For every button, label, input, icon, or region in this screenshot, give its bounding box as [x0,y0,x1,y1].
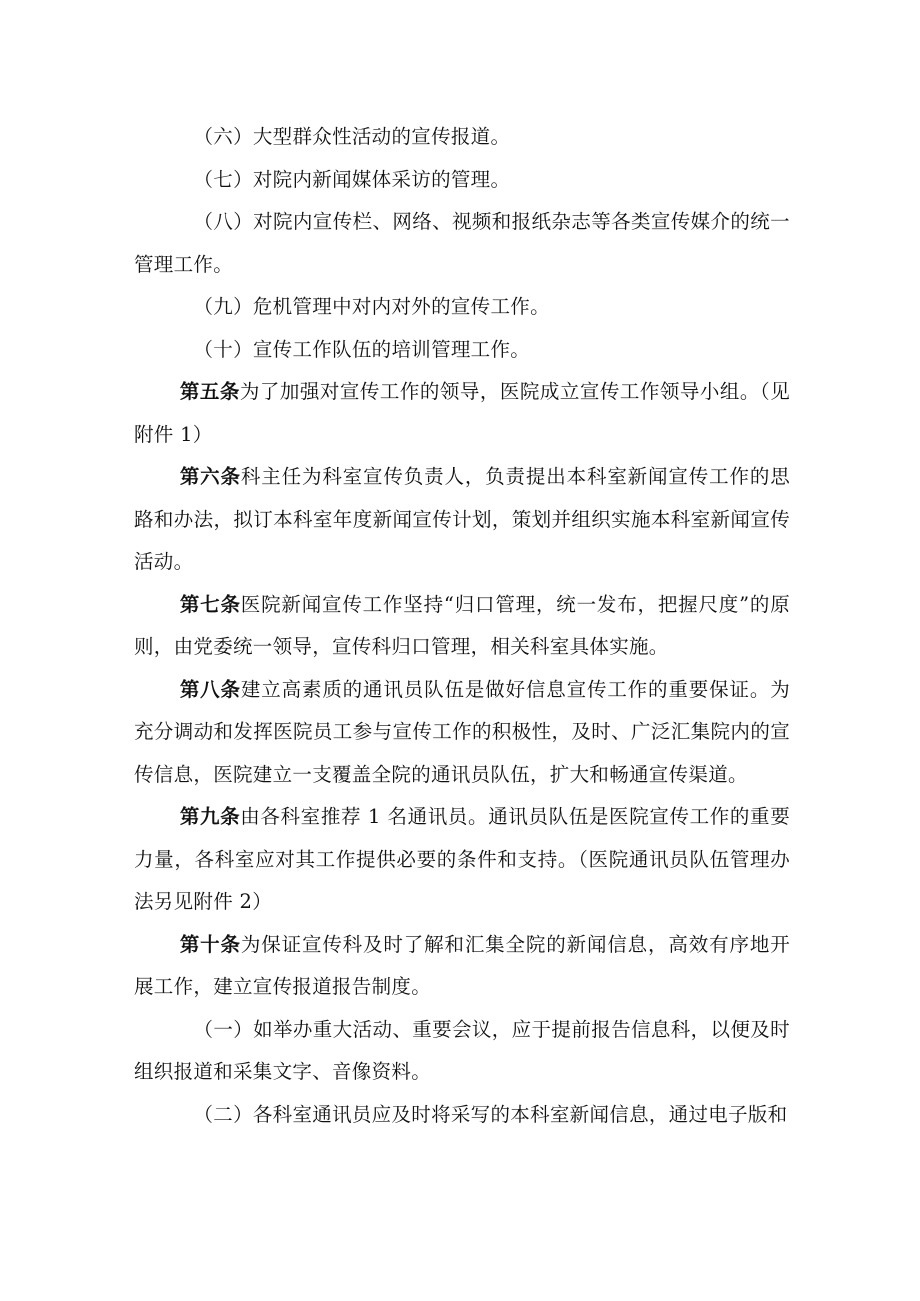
article-7 [134,584,790,669]
article-text: 为了加强对宣传工作的领导，医院成立宣传工作领导小组。（见附件 1） [134,380,790,446]
article-text: 科主任为科室宣传负责人，负责提出本科室新闻宣传工作的思路和办法，拟订本科室年度新闻宣传计划，策划并组织实施本科室新闻宣传活动。 [134,465,790,573]
list-item-8: （八）对院内宣传栏、网络、视频和报纸杂志等各类宣传媒介的统一管理工作。 [134,210,790,276]
article-text: 医院新闻宣传工作坚持“归口管理，统一发布，把握尺度”的原则，由党委统一领导，宣传科归口管理，相关科室具体实施。 [134,592,790,658]
article-6 [134,456,790,584]
article-9 [134,796,790,924]
article-5 [134,371,790,456]
article-text: 建立高素质的通讯员队伍是做好信息宣传工作的重要保证。为充分调动和发挥医院员工参与宣传工作的积极性，及时、广泛汇集院内的宣传信息，医院建立一支覆盖全院的通讯员队伍，扩大和畅通宣传渠道。 [134,677,790,786]
article-label: 第五条 [179,380,240,403]
article-10 [134,924,790,1009]
list-item-6: （六）大型群众性活动的宣传报道。 [193,125,511,148]
list-item-7: （七）对院内新闻媒体采访的管理。 [193,167,511,191]
article-label: 第七条 [179,592,241,616]
article-label: 第八条 [179,677,241,701]
article-8 [134,669,790,797]
article-label: 第九条 [179,805,241,828]
article-label: 第六条 [179,465,241,488]
sub-item-1: （一）如举办重大活动、重要会议，应于提前报告信息科，以便及时组织报道和采集文字、音像资料。 [134,1017,790,1083]
document-body [134,116,790,1136]
list-item-10: （十）宣传工作队伍的培训管理工作。 [193,337,531,361]
article-label: 第十条 [179,932,241,956]
article-text: 由各科室推荐 1 名通讯员。通讯员队伍是医院宣传工作的重要力量，各科室应对其工作提供必要的条件和支持。（医院通讯员队伍管理办法另见附件 2） [134,805,790,913]
sub-item-2: （二）各科室通讯员应及时将采写的本科室新闻信息，通过电子版和 [193,1102,788,1126]
list-item-9: （九）危机管理中对内对外的宣传工作。 [193,295,550,318]
article-text: 为保证宣传科及时了解和汇集全院的新闻信息，高效有序地开展工作，建立宣传报道报告制度。 [134,932,790,998]
